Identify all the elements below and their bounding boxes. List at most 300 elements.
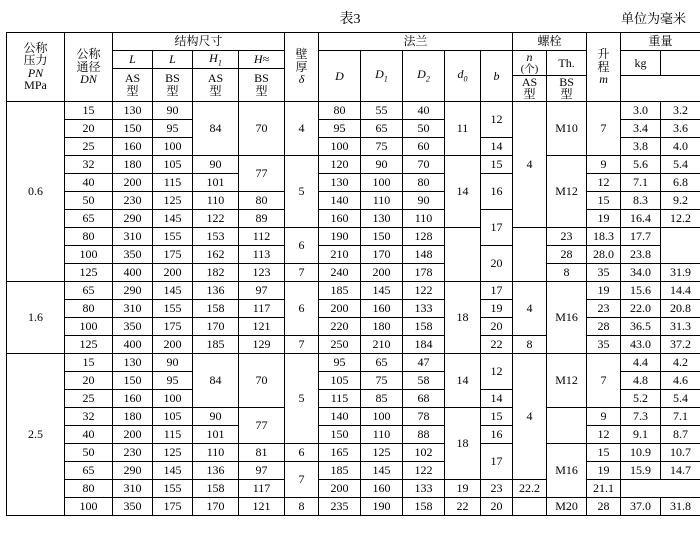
- d1-cell: 85: [361, 389, 403, 407]
- d-cell: 190: [319, 227, 361, 245]
- weight-as-cell: 7.3: [621, 407, 661, 425]
- pn-cell: 0.6: [7, 101, 65, 281]
- b-cell: 22: [481, 335, 513, 353]
- l-bs-cell: 125: [153, 191, 193, 209]
- b-cell: 17: [481, 281, 513, 299]
- h-bs-cell: 129: [239, 335, 285, 353]
- weight-as-cell: 4.4: [621, 353, 661, 371]
- h1-as-cell: 90: [193, 407, 239, 425]
- d2-cell: 60: [403, 137, 445, 155]
- weight-as-cell: 22.2: [513, 479, 547, 497]
- h1-as-cell: 122: [193, 209, 239, 227]
- l-bs-cell: 155: [153, 227, 193, 245]
- weight-as-cell: 36.5: [621, 317, 661, 335]
- d2-cell: 158: [403, 317, 445, 335]
- l-bs-cell: 155: [153, 299, 193, 317]
- d1-cell: 100: [361, 407, 403, 425]
- delta-cell: 5: [285, 155, 319, 227]
- weight-bs-cell: 3.6: [661, 119, 700, 137]
- d-cell: 200: [319, 479, 361, 497]
- l-bs-cell: 145: [153, 209, 193, 227]
- l-as-cell: 230: [113, 443, 153, 461]
- weight-as-cell: 7.1: [621, 173, 661, 191]
- weight-bs-cell: 3.2: [661, 101, 700, 119]
- bolt-n-cell: 4: [513, 281, 547, 335]
- lift-cell: 19: [587, 209, 621, 227]
- weight-bs-cell: 4.0: [661, 137, 700, 155]
- h-bs-cell: 77: [239, 155, 285, 191]
- weight-bs-cell: 21.1: [587, 479, 621, 497]
- b-cell: 14: [481, 137, 513, 155]
- weight-as-cell: 3.8: [621, 137, 661, 155]
- weight-bs-cell: 5.4: [661, 155, 700, 173]
- d-cell: 150: [319, 425, 361, 443]
- dn-cell: 100: [65, 317, 113, 335]
- weight-as-cell: 5.2: [621, 389, 661, 407]
- h-bs-cell: 77: [239, 407, 285, 443]
- dn-cell: 80: [65, 227, 113, 245]
- weight-as-cell: 43.0: [621, 335, 661, 353]
- weight-bs-cell: 23.8: [621, 245, 661, 263]
- d2-cell: 122: [403, 461, 445, 479]
- d0-cell: 22: [445, 497, 481, 515]
- header-bolt-thread: Th.: [547, 51, 587, 76]
- b-cell: 19: [481, 299, 513, 317]
- l-bs-cell: 95: [153, 371, 193, 389]
- d-cell: 160: [319, 209, 361, 227]
- lift-cell: 28: [587, 317, 621, 335]
- h-bs-cell: 89: [239, 209, 285, 227]
- weight-as-cell: 8.3: [621, 191, 661, 209]
- d1-cell: 210: [361, 335, 403, 353]
- l-as-cell: 180: [113, 407, 153, 425]
- l-as-cell: 130: [113, 353, 153, 371]
- weight-bs-cell: 31.3: [661, 317, 700, 335]
- header-d0: $d_0$: [445, 51, 481, 102]
- table-row: [7, 245, 700, 263]
- table-row: [7, 191, 700, 209]
- dn-cell: 50: [65, 443, 113, 461]
- table-row: [7, 443, 700, 461]
- l-as-cell: 160: [113, 137, 153, 155]
- lift-cell: 12: [587, 173, 621, 191]
- d-cell: 210: [319, 245, 361, 263]
- table-row: [7, 461, 700, 479]
- lift-cell: 28: [547, 245, 587, 263]
- weight-as-cell: 3.0: [621, 101, 661, 119]
- bolt-th-cell: M10: [547, 101, 587, 155]
- dn-cell: 40: [65, 173, 113, 191]
- dn-cell: 125: [65, 335, 113, 353]
- d2-cell: 90: [403, 191, 445, 209]
- l-as-cell: 130: [113, 101, 153, 119]
- d1-cell: 100: [361, 173, 403, 191]
- d-cell: 120: [319, 155, 361, 173]
- bolt-th-cell: M12: [547, 155, 587, 227]
- l-bs-cell: 175: [153, 497, 193, 515]
- h1-as-cell: 158: [193, 299, 239, 317]
- table-row: [7, 407, 700, 425]
- l-bs-cell: 155: [153, 479, 193, 497]
- header-type-bs-2: BS 型: [239, 69, 285, 102]
- d1-cell: 130: [361, 209, 403, 227]
- d2-cell: 158: [403, 497, 445, 515]
- b-cell: 14: [481, 389, 513, 407]
- header-weight-unit-2: [661, 51, 700, 76]
- b-cell: 15: [481, 155, 513, 173]
- d1-cell: 55: [361, 101, 403, 119]
- b-cell: 16: [481, 173, 513, 209]
- d-cell: 165: [319, 443, 361, 461]
- l-as-cell: 310: [113, 479, 153, 497]
- header-bolt: 螺栓: [513, 33, 587, 51]
- l-bs-cell: 90: [153, 353, 193, 371]
- table-row: [7, 173, 700, 191]
- lift-cell: 23: [481, 479, 513, 497]
- lift-cell: 23: [547, 227, 587, 245]
- d-cell: 220: [319, 317, 361, 335]
- l-as-cell: 400: [113, 335, 153, 353]
- d-cell: 185: [319, 281, 361, 299]
- h1-as-cell: 84: [193, 101, 239, 155]
- weight-bs-cell: 14.7: [661, 461, 700, 479]
- weight-as-cell: 10.9: [621, 443, 661, 461]
- d1-cell: 65: [361, 119, 403, 137]
- d2-cell: 40: [403, 101, 445, 119]
- table-row: [7, 317, 700, 335]
- d-cell: 95: [319, 119, 361, 137]
- l-as-cell: 290: [113, 461, 153, 479]
- h1-as-cell: 158: [193, 479, 239, 497]
- h1-as-cell: 182: [193, 263, 239, 281]
- b-cell: 12: [481, 353, 513, 389]
- weight-bs-cell: 37.2: [661, 335, 700, 353]
- lift-cell: 35: [587, 263, 621, 281]
- d0-cell: [445, 227, 481, 281]
- header-weight-bs: BS 型: [547, 75, 587, 101]
- weight-bs-cell: 10.7: [661, 443, 700, 461]
- h-bs-cell: 121: [239, 317, 285, 335]
- l-as-cell: 160: [113, 389, 153, 407]
- dn-cell: 15: [65, 101, 113, 119]
- b-cell: 17: [481, 209, 513, 245]
- lift-cell: 28: [587, 497, 621, 515]
- table-row: [7, 479, 700, 497]
- d1-cell: 160: [361, 479, 403, 497]
- dn-cell: 65: [65, 281, 113, 299]
- d2-cell: 70: [403, 155, 445, 173]
- h1-as-cell: 170: [193, 497, 239, 515]
- weight-bs-cell: 8.7: [661, 425, 700, 443]
- weight-bs-cell: 4.2: [661, 353, 700, 371]
- lift-cell: 7: [587, 353, 621, 407]
- d2-cell: 68: [403, 389, 445, 407]
- header-row-1: [7, 33, 700, 51]
- b-cell: 19: [445, 479, 481, 497]
- d1-cell: 145: [361, 281, 403, 299]
- d1-cell: 160: [361, 299, 403, 317]
- dn-cell: 15: [65, 353, 113, 371]
- header-H-approx: H≈: [239, 51, 285, 69]
- delta-cell: 4: [285, 101, 319, 155]
- l-bs-cell: 115: [153, 173, 193, 191]
- table-row: [7, 353, 700, 371]
- weight-as-cell: 3.4: [621, 119, 661, 137]
- l-as-cell: 180: [113, 155, 153, 173]
- l-bs-cell: 115: [153, 425, 193, 443]
- d2-cell: 88: [403, 425, 445, 443]
- h1-as-cell: 90: [193, 155, 239, 173]
- l-bs-cell: 200: [153, 263, 193, 281]
- d2-cell: 47: [403, 353, 445, 371]
- h1-as-cell: 136: [193, 461, 239, 479]
- weight-bs-cell: 9.2: [661, 191, 700, 209]
- header-lift: 升 程 m: [587, 33, 621, 102]
- h1-as-cell: 110: [193, 191, 239, 209]
- l-as-cell: 310: [113, 299, 153, 317]
- delta-cell: 8: [285, 497, 319, 515]
- l-bs-cell: 90: [153, 101, 193, 119]
- dn-cell: 20: [65, 119, 113, 137]
- l-bs-cell: 145: [153, 281, 193, 299]
- bolt-th-cell: M16: [547, 281, 587, 353]
- lift-cell: 23: [587, 299, 621, 317]
- header-D2: $D_2$: [403, 51, 445, 102]
- header-type-as-2: AS 型: [193, 69, 239, 102]
- l-bs-cell: 175: [153, 317, 193, 335]
- weight-as-cell: 18.3: [587, 227, 621, 245]
- weight-as-cell: 5.6: [621, 155, 661, 173]
- header-weight-as: AS 型: [513, 75, 547, 101]
- d2-cell: 110: [403, 209, 445, 227]
- header-type-as-1: AS 型: [113, 69, 153, 102]
- h1-as-cell: 185: [193, 335, 239, 353]
- header-b: b: [481, 51, 513, 102]
- lift-cell: 12: [587, 425, 621, 443]
- d0-cell: 14: [445, 353, 481, 407]
- lift-cell: 35: [587, 335, 621, 353]
- d1-cell: 170: [361, 245, 403, 263]
- d-cell: 80: [319, 101, 361, 119]
- pn-cell: 1.6: [7, 281, 65, 353]
- d1-cell: 150: [361, 227, 403, 245]
- h-bs-cell: 97: [239, 461, 285, 479]
- bolt-th-cell: M20: [547, 497, 587, 515]
- l-as-cell: 310: [113, 227, 153, 245]
- d-cell: 185: [319, 461, 361, 479]
- lift-cell: 15: [587, 191, 621, 209]
- weight-as-cell: 34.0: [621, 263, 661, 281]
- h-bs-cell: 121: [239, 497, 285, 515]
- d2-cell: 78: [403, 407, 445, 425]
- d1-cell: 75: [361, 137, 403, 155]
- weight-as-cell: 9.1: [621, 425, 661, 443]
- h1-as-cell: 153: [193, 227, 239, 245]
- weight-as-cell: 4.8: [621, 371, 661, 389]
- table-caption-row: [0, 4, 700, 30]
- delta-cell: 6: [285, 443, 319, 461]
- bolt-n-cell: 8: [513, 335, 547, 353]
- l-as-cell: 150: [113, 371, 153, 389]
- h-bs-cell: 117: [239, 479, 285, 497]
- dn-cell: 50: [65, 191, 113, 209]
- h-bs-cell: 117: [239, 299, 285, 317]
- h-bs-cell: 80: [239, 191, 285, 209]
- d1-cell: 200: [361, 263, 403, 281]
- b-cell: 17: [481, 443, 513, 479]
- h-bs-cell: 123: [239, 263, 285, 281]
- h1-as-cell: 101: [193, 173, 239, 191]
- weight-bs-cell: 4.6: [661, 371, 700, 389]
- table-row: [7, 209, 700, 227]
- h1-as-cell: 136: [193, 281, 239, 299]
- d-cell: 100: [319, 137, 361, 155]
- dn-cell: 32: [65, 407, 113, 425]
- l-as-cell: 150: [113, 119, 153, 137]
- d2-cell: 50: [403, 119, 445, 137]
- dn-cell: 100: [65, 245, 113, 263]
- l-bs-cell: 200: [153, 335, 193, 353]
- h-bs-cell: 113: [239, 245, 285, 263]
- header-D: D: [319, 51, 361, 102]
- d2-cell: 80: [403, 173, 445, 191]
- header-weight: 重量: [621, 33, 700, 51]
- b-cell: 16: [481, 425, 513, 443]
- h1-as-cell: 162: [193, 245, 239, 263]
- dn-cell: 25: [65, 389, 113, 407]
- table-number: 表3: [0, 8, 700, 28]
- bolt-th-cell: [513, 227, 547, 281]
- dn-cell: 20: [65, 371, 113, 389]
- l-as-cell: 230: [113, 191, 153, 209]
- d1-cell: 110: [361, 191, 403, 209]
- d-cell: 105: [319, 371, 361, 389]
- table-row: [7, 497, 700, 515]
- weight-as-cell: 28.0: [587, 245, 621, 263]
- table-row: [7, 227, 700, 245]
- l-as-cell: 290: [113, 209, 153, 227]
- d0-cell: 14: [445, 155, 481, 227]
- d-cell: 95: [319, 353, 361, 371]
- d-cell: 140: [319, 407, 361, 425]
- l-as-cell: 200: [113, 173, 153, 191]
- h-bs-cell: 70: [239, 101, 285, 155]
- bolt-n-cell: [513, 497, 547, 515]
- dn-cell: 125: [65, 263, 113, 281]
- weight-as-cell: 15.9: [621, 461, 661, 479]
- l-as-cell: 350: [113, 317, 153, 335]
- d0-cell: 18: [445, 281, 481, 353]
- weight-bs-cell: 31.8: [661, 497, 700, 515]
- weight-as-cell: 22.0: [621, 299, 661, 317]
- weight-as-cell: 16.4: [621, 209, 661, 227]
- l-bs-cell: 95: [153, 119, 193, 137]
- dn-cell: 25: [65, 137, 113, 155]
- d1-cell: 180: [361, 317, 403, 335]
- h-bs-cell: 81: [239, 443, 285, 461]
- dn-cell: 32: [65, 155, 113, 173]
- h1-as-cell: 101: [193, 425, 239, 443]
- l-as-cell: 200: [113, 425, 153, 443]
- d1-cell: 110: [361, 425, 403, 443]
- d2-cell: 148: [403, 245, 445, 263]
- table-row: [7, 425, 700, 443]
- h-bs-cell: 112: [239, 227, 285, 245]
- lift-cell: 9: [587, 155, 621, 173]
- d-cell: 240: [319, 263, 361, 281]
- l-as-cell: 350: [113, 245, 153, 263]
- lift-cell: 9: [587, 407, 621, 425]
- weight-bs-cell: 7.1: [661, 407, 700, 425]
- l-as-cell: 400: [113, 263, 153, 281]
- d2-cell: 128: [403, 227, 445, 245]
- d1-cell: 90: [361, 155, 403, 173]
- header-L-as: L: [113, 51, 153, 69]
- table-row: [7, 335, 700, 353]
- l-bs-cell: 100: [153, 389, 193, 407]
- unit-note: 单位为毫米: [621, 8, 686, 27]
- l-bs-cell: 175: [153, 245, 193, 263]
- d-cell: 140: [319, 191, 361, 209]
- d2-cell: 133: [403, 299, 445, 317]
- d1-cell: 190: [361, 497, 403, 515]
- bolt-th-cell: M12: [547, 353, 587, 407]
- weight-bs-cell: 31.9: [661, 263, 700, 281]
- d2-cell: 58: [403, 371, 445, 389]
- lift-cell: 19: [587, 281, 621, 299]
- dn-cell: 65: [65, 461, 113, 479]
- d-cell: 130: [319, 173, 361, 191]
- bolt-th-cell: M16: [547, 443, 587, 497]
- delta-cell: 7: [285, 335, 319, 353]
- dn-cell: 80: [65, 479, 113, 497]
- pn-cell: 2.5: [7, 353, 65, 515]
- d1-cell: 145: [361, 461, 403, 479]
- table-row: [7, 155, 700, 173]
- d-cell: 235: [319, 497, 361, 515]
- table-row: [7, 299, 700, 317]
- bolt-n-cell: 4: [513, 101, 547, 227]
- header-dn: 公称 通径 DN: [65, 33, 113, 102]
- lift-cell: 7: [587, 101, 621, 155]
- d0-cell: 18: [445, 407, 481, 479]
- d-cell: 115: [319, 389, 361, 407]
- d0-cell: 11: [445, 101, 481, 155]
- weight-bs-cell: 17.7: [621, 227, 661, 245]
- h-bs-cell: 70: [239, 353, 285, 407]
- header-H1: $H_1$: [193, 51, 239, 69]
- d2-cell: 184: [403, 335, 445, 353]
- l-bs-cell: 100: [153, 137, 193, 155]
- dn-cell: 100: [65, 497, 113, 515]
- b-cell: 12: [481, 101, 513, 137]
- weight-bs-cell: 12.2: [661, 209, 700, 227]
- delta-cell: 6: [285, 281, 319, 335]
- b-cell: 20: [481, 497, 513, 515]
- header-structure: 结构尺寸: [113, 33, 285, 51]
- h1-as-cell: 170: [193, 317, 239, 335]
- weight-bs-cell: 20.8: [661, 299, 700, 317]
- delta-cell: 7: [285, 263, 319, 281]
- lift-cell: 19: [587, 461, 621, 479]
- header-L-bs: L: [153, 51, 193, 69]
- lift-cell: 15: [587, 443, 621, 461]
- b-cell: 15: [481, 407, 513, 425]
- header-D1: $D_1$: [361, 51, 403, 102]
- delta-cell: 7: [285, 461, 319, 497]
- header-flange: 法兰: [319, 33, 513, 51]
- weight-as-cell: 15.6: [621, 281, 661, 299]
